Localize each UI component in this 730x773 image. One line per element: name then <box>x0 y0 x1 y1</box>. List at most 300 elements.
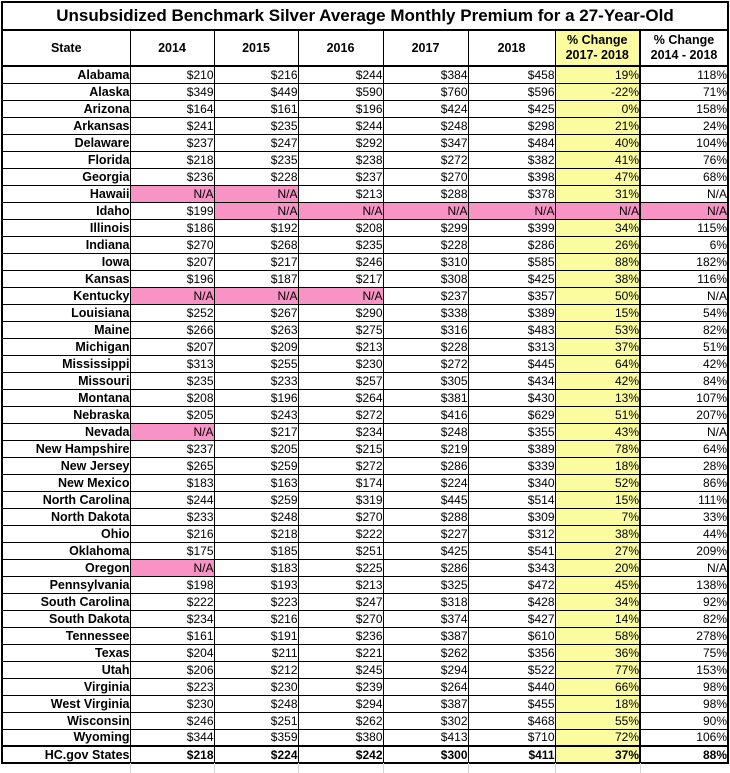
table-row <box>2 355 728 372</box>
value-cell: $458 <box>468 66 555 83</box>
value-cell: N/A <box>640 287 728 304</box>
state-cell: Tennessee <box>2 627 130 644</box>
state-cell: South Carolina <box>2 593 130 610</box>
value-cell: $347 <box>383 134 468 151</box>
value-cell: $359 <box>214 729 298 746</box>
value-cell: $248 <box>214 695 298 712</box>
value-cell: 41% <box>555 151 640 168</box>
value-cell: $228 <box>383 236 468 253</box>
value-cell: $483 <box>468 321 555 338</box>
value-cell: $288 <box>383 185 468 202</box>
value-cell: $340 <box>468 474 555 491</box>
value-cell: 50% <box>555 287 640 304</box>
value-cell: 71% <box>640 83 728 100</box>
value-cell: $191 <box>214 627 298 644</box>
value-cell: 27% <box>555 542 640 559</box>
value-cell: $387 <box>383 627 468 644</box>
table-row <box>2 253 728 270</box>
value-cell: 31% <box>555 185 640 202</box>
value-cell: $416 <box>383 406 468 423</box>
value-cell: $263 <box>214 321 298 338</box>
column-header-line1: % Change <box>653 33 715 47</box>
value-cell: $199 <box>130 202 214 219</box>
table-row <box>2 219 728 236</box>
value-cell: $218 <box>214 525 298 542</box>
value-cell: 33% <box>640 508 728 525</box>
table-row <box>2 185 728 202</box>
value-cell: $196 <box>130 270 214 287</box>
value-cell: $217 <box>214 423 298 440</box>
table-row <box>2 304 728 321</box>
value-cell: $294 <box>298 695 383 712</box>
table-row <box>2 321 728 338</box>
value-cell: $233 <box>214 372 298 389</box>
table-row <box>2 729 728 746</box>
value-cell: $244 <box>130 491 214 508</box>
value-cell: $206 <box>130 661 214 678</box>
state-cell: Georgia <box>2 168 130 185</box>
table-row <box>2 491 728 508</box>
gridline <box>555 763 556 773</box>
value-cell: 18% <box>555 457 640 474</box>
value-cell: 40% <box>555 134 640 151</box>
value-cell: $413 <box>383 729 468 746</box>
state-cell: North Carolina <box>2 491 130 508</box>
na-cell: N/A <box>130 287 214 304</box>
value-cell: $237 <box>130 134 214 151</box>
total-row <box>2 746 728 763</box>
value-cell: $196 <box>298 100 383 117</box>
value-cell: 98% <box>640 678 728 695</box>
value-cell: $298 <box>468 117 555 134</box>
value-cell: 207% <box>640 406 728 423</box>
value-cell: $374 <box>383 610 468 627</box>
value-cell: 88% <box>640 746 728 763</box>
value-cell: $235 <box>214 151 298 168</box>
gridline <box>214 763 215 773</box>
value-cell: $344 <box>130 729 214 746</box>
value-cell: 76% <box>640 151 728 168</box>
value-cell: $316 <box>383 321 468 338</box>
value-cell: $247 <box>214 134 298 151</box>
value-cell: $234 <box>298 423 383 440</box>
table-row <box>2 287 728 304</box>
na-cell: N/A <box>214 287 298 304</box>
value-cell: $266 <box>130 321 214 338</box>
value-cell: $218 <box>130 746 214 763</box>
value-cell: $211 <box>214 644 298 661</box>
table-title: Unsubsidized Benchmark Silver Average Monthly Premium for a 27-Year-Old <box>2 2 728 30</box>
state-cell: Kansas <box>2 270 130 287</box>
state-cell: Indiana <box>2 236 130 253</box>
value-cell: 51% <box>555 406 640 423</box>
table-row <box>2 202 728 219</box>
value-cell: $264 <box>383 678 468 695</box>
value-cell: 90% <box>640 712 728 729</box>
column-header: 2015 <box>214 30 298 66</box>
state-cell: New Mexico <box>2 474 130 491</box>
table-row <box>2 542 728 559</box>
table-row <box>2 695 728 712</box>
value-cell: $424 <box>383 100 468 117</box>
value-cell: $186 <box>130 219 214 236</box>
table-row <box>2 712 728 729</box>
value-cell: $224 <box>214 746 298 763</box>
table-row <box>2 474 728 491</box>
table-row <box>2 440 728 457</box>
value-cell: $294 <box>383 661 468 678</box>
value-cell: 15% <box>555 304 640 321</box>
value-cell: 34% <box>555 219 640 236</box>
value-cell: $472 <box>468 576 555 593</box>
value-cell: $267 <box>214 304 298 321</box>
state-cell: New Hampshire <box>2 440 130 457</box>
state-cell: Ohio <box>2 525 130 542</box>
state-cell: Arkansas <box>2 117 130 134</box>
state-cell: Maine <box>2 321 130 338</box>
value-cell: $205 <box>130 406 214 423</box>
value-cell: 0% <box>555 100 640 117</box>
value-cell: $228 <box>383 338 468 355</box>
value-cell: $247 <box>298 593 383 610</box>
table-row <box>2 270 728 287</box>
value-cell: $237 <box>298 168 383 185</box>
value-cell: $596 <box>468 83 555 100</box>
na-cell: N/A <box>640 202 728 219</box>
value-cell: 75% <box>640 644 728 661</box>
value-cell: $398 <box>468 168 555 185</box>
state-cell: North Dakota <box>2 508 130 525</box>
value-cell: $425 <box>468 100 555 117</box>
value-cell: $313 <box>130 355 214 372</box>
value-cell: 58% <box>555 627 640 644</box>
state-cell: Nevada <box>2 423 130 440</box>
value-cell: $208 <box>298 219 383 236</box>
value-cell: 98% <box>640 695 728 712</box>
value-cell: $244 <box>298 66 383 83</box>
value-cell: $262 <box>383 644 468 661</box>
value-cell: 66% <box>555 678 640 695</box>
state-cell: South Dakota <box>2 610 130 627</box>
value-cell: 64% <box>555 355 640 372</box>
value-cell: $312 <box>468 525 555 542</box>
value-cell: 7% <box>555 508 640 525</box>
value-cell: $382 <box>468 151 555 168</box>
value-cell: $309 <box>468 508 555 525</box>
value-cell: $246 <box>298 253 383 270</box>
value-cell: $264 <box>298 389 383 406</box>
value-cell: 138% <box>640 576 728 593</box>
value-cell: 55% <box>555 712 640 729</box>
value-cell: $242 <box>298 746 383 763</box>
value-cell: $399 <box>468 219 555 236</box>
value-cell: $227 <box>383 525 468 542</box>
value-cell: $223 <box>214 593 298 610</box>
table-row <box>2 457 728 474</box>
column-header: 2017 <box>383 30 468 66</box>
value-cell: $319 <box>298 491 383 508</box>
value-cell: $440 <box>468 678 555 695</box>
value-cell: 21% <box>555 117 640 134</box>
value-cell: $248 <box>383 423 468 440</box>
value-cell: $255 <box>214 355 298 372</box>
value-cell: $308 <box>383 270 468 287</box>
state-cell: Montana <box>2 389 130 406</box>
value-cell: $378 <box>468 185 555 202</box>
value-cell: 28% <box>640 457 728 474</box>
value-cell: $216 <box>214 66 298 83</box>
value-cell: $302 <box>383 712 468 729</box>
value-cell: $245 <box>298 661 383 678</box>
excel-gridline-stubs <box>0 763 730 773</box>
premium-table <box>1 1 729 764</box>
value-cell: 92% <box>640 593 728 610</box>
value-cell: $251 <box>298 542 383 559</box>
value-cell: $228 <box>214 168 298 185</box>
table-row <box>2 134 728 151</box>
value-cell: $522 <box>468 661 555 678</box>
value-cell: 82% <box>640 321 728 338</box>
table-row <box>2 100 728 117</box>
value-cell: 15% <box>555 491 640 508</box>
value-cell: 52% <box>555 474 640 491</box>
state-cell: Wyoming <box>2 729 130 746</box>
value-cell: $425 <box>383 542 468 559</box>
gridline <box>383 763 384 773</box>
value-cell: $305 <box>383 372 468 389</box>
table-row <box>2 236 728 253</box>
value-cell: $252 <box>130 304 214 321</box>
value-cell: $207 <box>130 338 214 355</box>
state-cell: Utah <box>2 661 130 678</box>
value-cell: $233 <box>130 508 214 525</box>
value-cell: 45% <box>555 576 640 593</box>
value-cell: $239 <box>298 678 383 695</box>
value-cell: 82% <box>640 610 728 627</box>
value-cell: 182% <box>640 253 728 270</box>
value-cell: 19% <box>555 66 640 83</box>
value-cell: $174 <box>298 474 383 491</box>
value-cell: 77% <box>555 661 640 678</box>
value-cell: 84% <box>640 372 728 389</box>
column-header: 2016 <box>298 30 383 66</box>
na-cell: N/A <box>298 202 383 219</box>
value-cell: $237 <box>130 440 214 457</box>
value-cell: $449 <box>214 83 298 100</box>
value-cell: $235 <box>214 117 298 134</box>
state-cell: Delaware <box>2 134 130 151</box>
value-cell: $248 <box>383 117 468 134</box>
value-cell: $209 <box>214 338 298 355</box>
value-cell: 34% <box>555 593 640 610</box>
column-header-line2: 2017- 2018 <box>565 48 629 62</box>
value-cell: $290 <box>298 304 383 321</box>
state-cell: Pennsylvania <box>2 576 130 593</box>
state-cell: Wisconsin <box>2 712 130 729</box>
column-header: State <box>2 30 130 66</box>
value-cell: $161 <box>130 627 214 644</box>
table-row <box>2 593 728 610</box>
value-cell: $259 <box>214 457 298 474</box>
value-cell: $514 <box>468 491 555 508</box>
gridline <box>468 763 469 773</box>
value-cell: 42% <box>555 372 640 389</box>
gridline <box>298 763 299 773</box>
na-cell: N/A <box>298 287 383 304</box>
value-cell: $270 <box>298 610 383 627</box>
value-cell: $205 <box>214 440 298 457</box>
value-cell: 47% <box>555 168 640 185</box>
state-cell: Nebraska <box>2 406 130 423</box>
table-row <box>2 644 728 661</box>
value-cell: $387 <box>383 695 468 712</box>
value-cell: $270 <box>298 508 383 525</box>
value-cell: $313 <box>468 338 555 355</box>
value-cell: 153% <box>640 661 728 678</box>
value-cell: $262 <box>298 712 383 729</box>
value-cell: $259 <box>214 491 298 508</box>
value-cell: $610 <box>468 627 555 644</box>
value-cell: $237 <box>383 287 468 304</box>
value-cell: $349 <box>130 83 214 100</box>
state-cell: Oregon <box>2 559 130 576</box>
value-cell: 209% <box>640 542 728 559</box>
value-cell: 116% <box>640 270 728 287</box>
value-cell: 26% <box>555 236 640 253</box>
column-header <box>555 30 640 66</box>
state-cell: Louisiana <box>2 304 130 321</box>
table-row <box>2 678 728 695</box>
value-cell: $286 <box>383 559 468 576</box>
value-cell: 38% <box>555 270 640 287</box>
gridline <box>130 763 131 773</box>
value-cell: $425 <box>468 270 555 287</box>
value-cell: $164 <box>130 100 214 117</box>
value-cell: $236 <box>130 168 214 185</box>
value-cell: N/A <box>640 423 728 440</box>
value-cell: $310 <box>383 253 468 270</box>
value-cell: $299 <box>383 219 468 236</box>
value-cell: $243 <box>214 406 298 423</box>
value-cell: $224 <box>383 474 468 491</box>
state-cell: Illinois <box>2 219 130 236</box>
state-cell: Kentucky <box>2 287 130 304</box>
value-cell: $187 <box>214 270 298 287</box>
value-cell: $434 <box>468 372 555 389</box>
value-cell: $468 <box>468 712 555 729</box>
state-cell: West Virginia <box>2 695 130 712</box>
value-cell: $244 <box>298 117 383 134</box>
na-cell: N/A <box>130 423 214 440</box>
value-cell: 20% <box>555 559 640 576</box>
value-cell: 54% <box>640 304 728 321</box>
value-cell: $389 <box>468 304 555 321</box>
state-cell: Idaho <box>2 202 130 219</box>
value-cell: 115% <box>640 219 728 236</box>
value-cell: $218 <box>130 151 214 168</box>
value-cell: $445 <box>383 491 468 508</box>
value-cell: $230 <box>130 695 214 712</box>
table-body <box>2 66 728 763</box>
value-cell: $216 <box>214 610 298 627</box>
state-cell: Virginia <box>2 678 130 695</box>
table-row <box>2 151 728 168</box>
value-cell: $411 <box>468 746 555 763</box>
value-cell: $163 <box>214 474 298 491</box>
value-cell: $192 <box>214 219 298 236</box>
header-row <box>2 30 728 66</box>
na-cell: N/A <box>383 202 468 219</box>
value-cell: $541 <box>468 542 555 559</box>
value-cell: 13% <box>555 389 640 406</box>
state-cell: New Jersey <box>2 457 130 474</box>
value-cell: $275 <box>298 321 383 338</box>
value-cell: $193 <box>214 576 298 593</box>
value-cell: $268 <box>214 236 298 253</box>
value-cell: $338 <box>383 304 468 321</box>
value-cell: $223 <box>130 678 214 695</box>
value-cell: $455 <box>468 695 555 712</box>
value-cell: 42% <box>640 355 728 372</box>
value-cell: $300 <box>383 746 468 763</box>
table-row <box>2 508 728 525</box>
value-cell: N/A <box>640 185 728 202</box>
value-cell: $213 <box>298 338 383 355</box>
value-cell: 72% <box>555 729 640 746</box>
value-cell: $445 <box>468 355 555 372</box>
value-cell: $225 <box>298 559 383 576</box>
value-cell: $629 <box>468 406 555 423</box>
value-cell: $356 <box>468 644 555 661</box>
value-cell: 158% <box>640 100 728 117</box>
value-cell: 38% <box>555 525 640 542</box>
value-cell: 104% <box>640 134 728 151</box>
value-cell: $198 <box>130 576 214 593</box>
value-cell: $238 <box>298 151 383 168</box>
na-cell: N/A <box>130 559 214 576</box>
value-cell: 68% <box>640 168 728 185</box>
value-cell: $355 <box>468 423 555 440</box>
state-cell: Hawaii <box>2 185 130 202</box>
state-cell: Alabama <box>2 66 130 83</box>
value-cell: 64% <box>640 440 728 457</box>
table-row <box>2 338 728 355</box>
value-cell: $292 <box>298 134 383 151</box>
table-row <box>2 66 728 83</box>
value-cell: $430 <box>468 389 555 406</box>
value-cell: 18% <box>555 695 640 712</box>
table-row <box>2 372 728 389</box>
table-row <box>2 423 728 440</box>
value-cell: $272 <box>298 406 383 423</box>
value-cell: $196 <box>214 389 298 406</box>
value-cell: $381 <box>383 389 468 406</box>
column-header: 2014 <box>130 30 214 66</box>
value-cell: $207 <box>130 253 214 270</box>
value-cell: $213 <box>298 185 383 202</box>
value-cell: $257 <box>298 372 383 389</box>
value-cell: $230 <box>298 355 383 372</box>
value-cell: $710 <box>468 729 555 746</box>
value-cell: 37% <box>555 746 640 763</box>
value-cell: $215 <box>298 440 383 457</box>
state-cell: Texas <box>2 644 130 661</box>
table-row <box>2 389 728 406</box>
value-cell: $183 <box>214 559 298 576</box>
value-cell: $339 <box>468 457 555 474</box>
value-cell: $318 <box>383 593 468 610</box>
value-cell: $213 <box>298 576 383 593</box>
